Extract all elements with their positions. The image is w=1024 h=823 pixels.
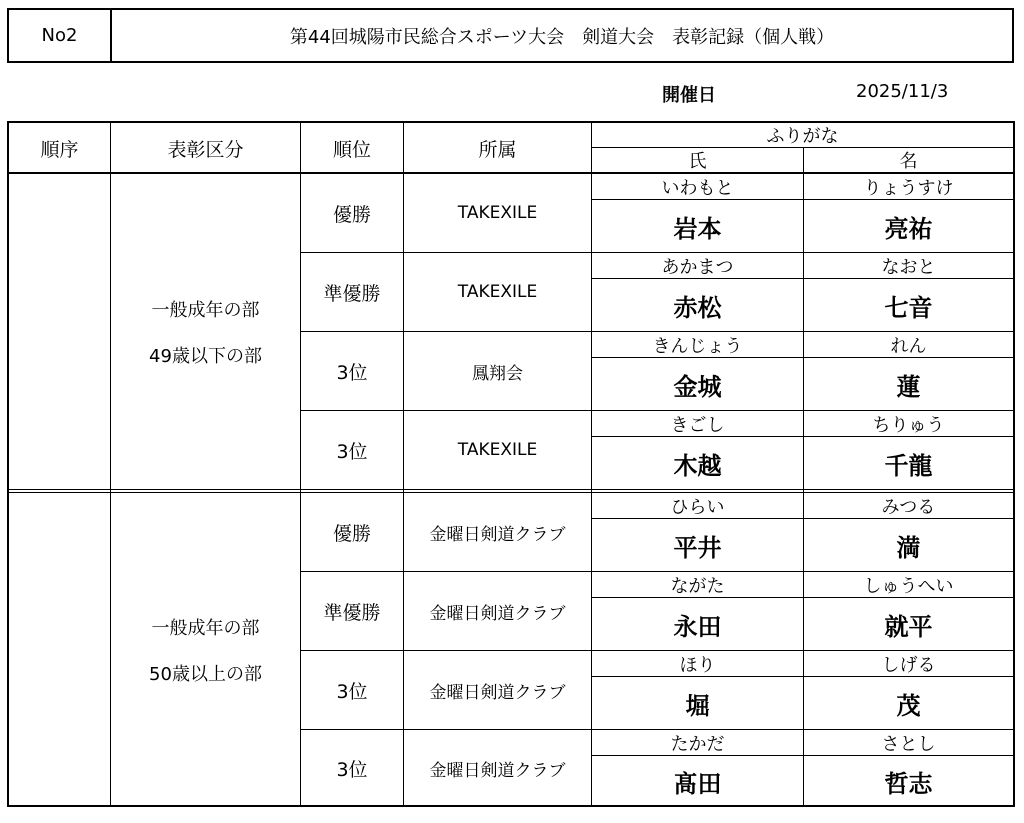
given-cell: 七音 — [884, 293, 933, 322]
given-cell: 蓮 — [896, 372, 921, 401]
category-group-1 — [111, 174, 300, 490]
group-separator — [9, 492, 1013, 493]
given-kana-cell: しゅうへい — [863, 575, 954, 597]
surname-cell: 堀 — [685, 691, 710, 720]
surname-kana-cell: ひらい — [670, 496, 725, 518]
grid-line — [591, 123, 592, 807]
document-header — [7, 8, 1014, 63]
given-cell: 満 — [896, 533, 921, 562]
affiliation-cell: 鳳翔会 — [472, 363, 523, 384]
category-line2: 49歳以下の部 — [149, 346, 262, 367]
affiliation-cell: 金曜日剣道クラブ — [429, 603, 566, 624]
col-header-surname: 氏 — [688, 151, 707, 172]
given-cell: 就平 — [884, 612, 933, 641]
grid-line — [300, 331, 1013, 332]
surname-cell: 赤松 — [673, 293, 722, 322]
surname-cell: 木越 — [673, 451, 722, 480]
rank-cell: 準優勝 — [323, 601, 381, 624]
grid-line — [591, 597, 1013, 598]
grid-line — [300, 729, 1013, 730]
grid-line — [591, 147, 1013, 148]
given-kana-cell: れん — [890, 335, 927, 357]
given-kana-cell: ちりゅう — [872, 414, 945, 436]
award-table — [7, 121, 1015, 807]
grid-line — [300, 123, 301, 807]
surname-cell: 髙田 — [673, 770, 722, 798]
grid-line — [300, 252, 1013, 253]
surname-kana-cell: あかまつ — [661, 256, 734, 278]
surname-cell: 永田 — [673, 612, 722, 641]
grid-line — [300, 650, 1013, 651]
rank-cell: 準優勝 — [323, 282, 381, 305]
category-group-2 — [111, 493, 300, 807]
rank-cell: 3位 — [336, 759, 368, 781]
given-kana-cell: りょうすけ — [863, 177, 954, 199]
surname-kana-cell: ながた — [670, 575, 725, 597]
grid-line — [110, 123, 111, 807]
rank-cell: 3位 — [336, 680, 368, 703]
given-kana-cell: なおと — [881, 256, 936, 278]
grid-line — [591, 755, 1013, 756]
grid-line — [591, 199, 1013, 200]
col-header-rank: 順位 — [332, 138, 371, 161]
surname-kana-cell: きんじょう — [652, 335, 743, 357]
given-cell: 亮祐 — [884, 214, 933, 243]
surname-kana-cell: きごし — [670, 414, 725, 436]
given-kana-cell: みつる — [881, 496, 936, 518]
rank-cell: 優勝 — [332, 203, 371, 226]
rank-cell: 優勝 — [332, 522, 371, 545]
grid-line — [591, 676, 1013, 677]
surname-kana-cell: いわもと — [661, 177, 734, 199]
col-header-furigana: ふりがな — [766, 126, 839, 147]
col-header-affiliation: 所属 — [478, 138, 517, 161]
grid-line — [591, 518, 1013, 519]
given-cell: 茂 — [896, 691, 921, 720]
affiliation-cell: 金曜日剣道クラブ — [429, 524, 566, 545]
given-cell: 千龍 — [884, 451, 933, 480]
affiliation-cell: TAKEXILE — [457, 282, 538, 302]
affiliation-cell: TAKEXILE — [457, 440, 538, 460]
rank-cell: 3位 — [336, 361, 368, 384]
date-value: 2025/11/3 — [856, 81, 949, 102]
affiliation-cell: 金曜日剣道クラブ — [429, 682, 566, 703]
grid-line — [9, 172, 1013, 174]
rank-cell: 3位 — [336, 440, 368, 463]
category-line1: 一般成年の部 — [151, 300, 260, 321]
grid-line — [591, 436, 1013, 437]
grid-line — [300, 410, 1013, 411]
grid-line — [300, 571, 1013, 572]
surname-kana-cell: たかだ — [670, 733, 725, 755]
given-kana-cell: さとし — [881, 733, 936, 755]
surname-cell: 岩本 — [673, 214, 722, 243]
grid-line — [403, 123, 404, 807]
category-line1: 一般成年の部 — [151, 618, 260, 639]
grid-line — [591, 278, 1013, 279]
affiliation-cell: TAKEXILE — [457, 203, 538, 223]
grid-line — [803, 147, 804, 807]
surname-kana-cell: ほり — [679, 654, 716, 676]
group-separator — [9, 489, 1013, 490]
col-header-given: 名 — [899, 151, 918, 172]
given-cell: 哲志 — [884, 770, 933, 798]
col-header-order: 順序 — [40, 138, 79, 161]
document-title: 第44回城陽市民総合スポーツ大会 剣道大会 表彰記録（個人戦） — [289, 26, 835, 48]
surname-cell: 平井 — [673, 533, 722, 562]
surname-cell: 金城 — [673, 372, 722, 401]
category-line2: 50歳以上の部 — [149, 664, 262, 685]
affiliation-cell: 金曜日剣道クラブ — [429, 761, 566, 781]
grid-line — [591, 357, 1013, 358]
sheet-number: No2 — [9, 10, 112, 61]
given-kana-cell: しげる — [881, 654, 936, 676]
date-label: 開催日 — [662, 85, 716, 106]
col-header-category: 表彰区分 — [167, 138, 244, 161]
